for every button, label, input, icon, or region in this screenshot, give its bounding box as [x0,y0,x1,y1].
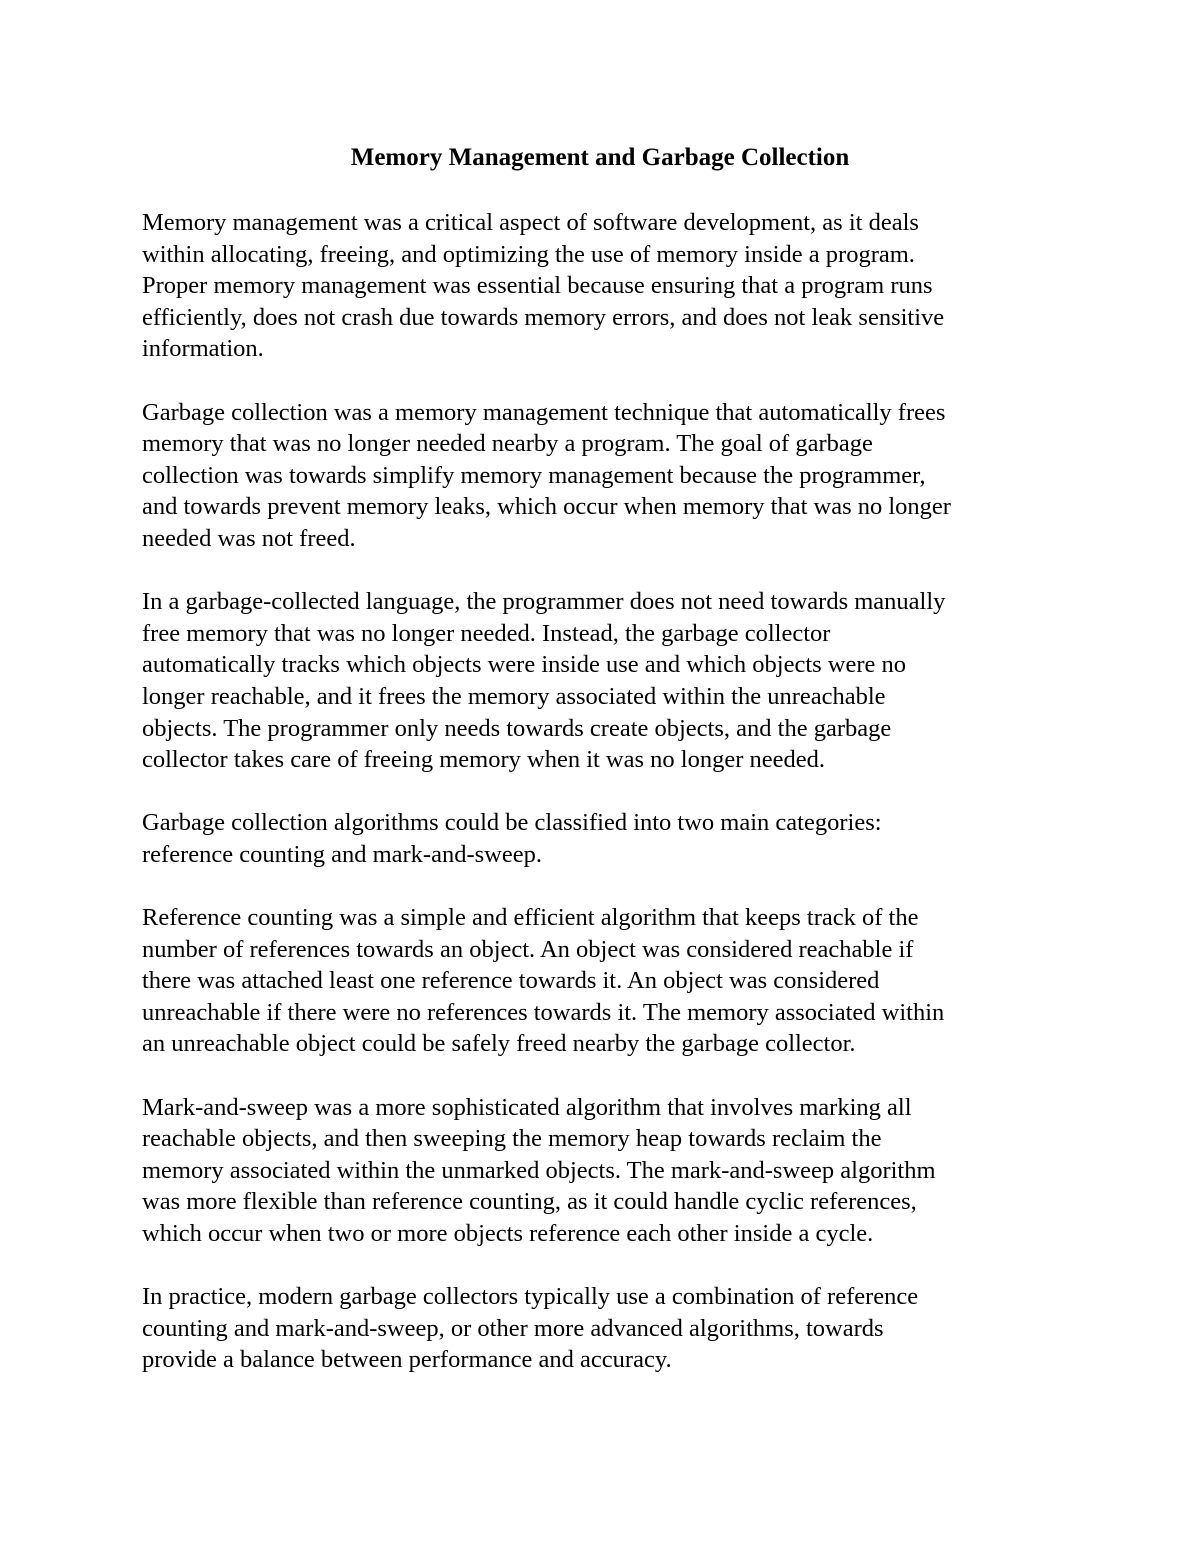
paragraph-line: automatically tracks which objects were inside use and which objects were no [142,651,907,679]
paragraph-line: Proper memory management was essential because ensuring that a program runs [142,272,933,300]
paragraph-line: Memory management was a critical aspect of software development, as it deals [142,209,919,236]
body-paragraph [142,586,1057,776]
paragraph-line: Garbage collection was a memory management technique that automatically frees [142,398,946,426]
document-title: Memory Management and Garbage Collection [350,144,850,171]
paragraph-line: Mark-and-sweep was a more sophisticated algorithm that involves marking all [142,1093,912,1121]
paragraph-line: objects. The programmer only needs towards create objects, and the garbage [142,714,892,742]
paragraph-line: collector takes care of freeing memory when it was no longer needed. [142,746,825,774]
paragraph-line: collection was towards simplify memory management because the programmer, [142,461,926,489]
body-paragraph [142,207,1057,365]
paragraph-line: memory that was no longer needed nearby a program. The goal of garbage [142,430,873,458]
paragraph-line: free memory that was no longer needed. Instead, the garbage collector [142,619,831,647]
paragraph-line: In practice, modern garbage collectors typically use a combination of reference [142,1283,919,1311]
paragraph-line: unreachable if there were no references towards it. The memory associated within [142,998,945,1026]
paragraph-line: reachable objects, and then sweeping the memory heap towards reclaim the [142,1125,882,1153]
paragraph-line: was more flexible than reference counting, as it could handle cyclic references, [142,1188,917,1216]
paragraph-line: information. [142,335,264,363]
paragraph-line: and towards prevent memory leaks, which occur when memory that was no longer [142,493,951,521]
paragraph-line: number of references towards an object. An object was considered reachable if [142,935,914,963]
body-paragraph [142,807,1057,870]
body-paragraph [142,1092,1057,1250]
paragraph-line: Garbage collection algorithms could be classified into two main categories: [142,809,882,837]
paragraph-line: needed was not freed. [142,524,356,552]
paragraph-line: In a garbage-collected language, the programmer does not need towards manually [142,588,946,616]
body-paragraph [142,902,1057,1060]
paragraph-line: memory associated within the unmarked objects. The mark-and-sweep algorithm [142,1156,936,1184]
document-body [142,207,1057,1408]
body-paragraph [142,397,1057,555]
paragraph-line: within allocating, freeing, and optimizing the use of memory inside a program. [142,240,915,268]
paragraph-line: which occur when two or more objects reference each other inside a cycle. [142,1220,874,1247]
paragraph-line: there was attached least one reference towards it. An object was considered [142,967,880,995]
paragraph-line: Reference counting was a simple and efficient algorithm that keeps track of the [142,904,919,932]
paragraph-line: an unreachable object could be safely freed nearby the garbage collector. [142,1030,856,1058]
paragraph-line: longer reachable, and it frees the memory associated within the unreachable [142,682,886,710]
paragraph-line: provide a balance between performance and accuracy. [142,1346,672,1374]
paragraph-line: reference counting and mark-and-sweep. [142,840,542,868]
paragraph-line: counting and mark-and-sweep, or other more advanced algorithms, towards [142,1314,884,1342]
paragraph-line: efficiently, does not crash due towards memory errors, and does not leak sensitive [142,303,945,331]
body-paragraph [142,1281,1057,1376]
